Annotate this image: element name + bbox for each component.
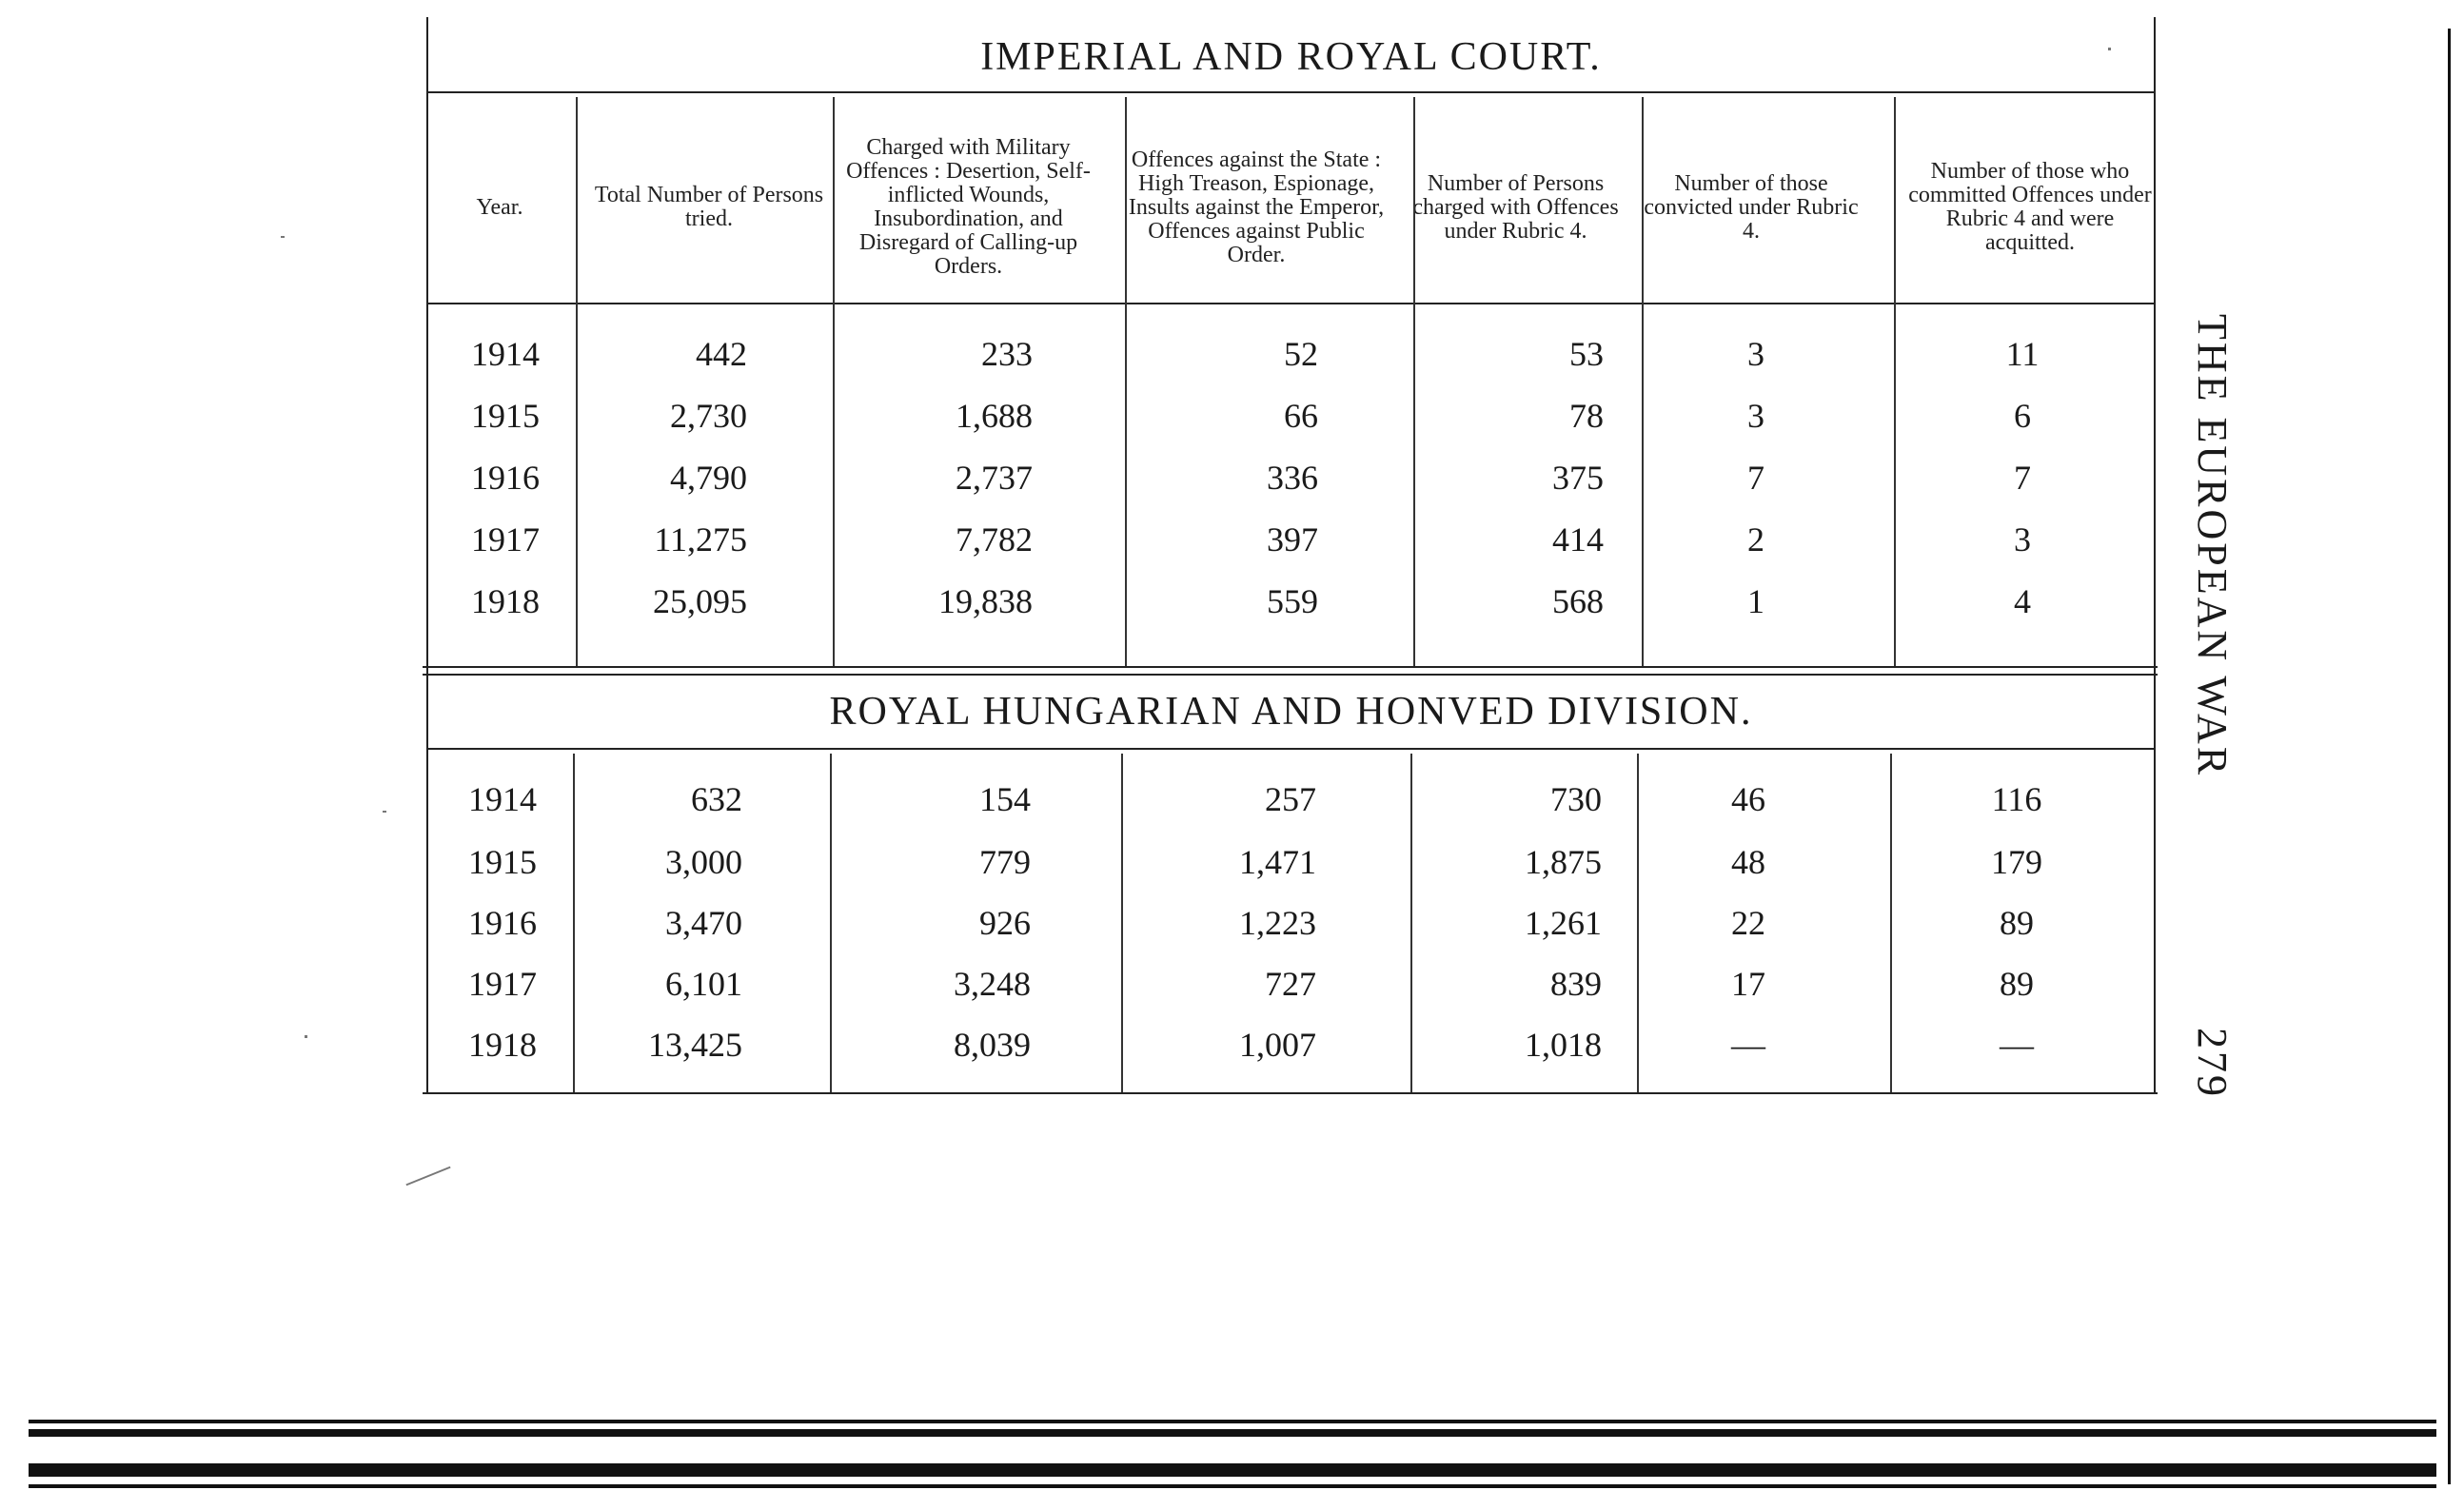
scan-speck: [281, 236, 285, 238]
cell-convicted: 17: [1731, 965, 1765, 1003]
cell-acquitted: 89: [2000, 965, 2034, 1003]
scan-edge-line: [29, 1484, 2436, 1488]
cell-military: 926: [979, 904, 1031, 942]
cell-charged: 568: [1552, 582, 1604, 620]
cell-year: 1915: [471, 397, 540, 435]
cell-total: 2,730: [670, 397, 747, 435]
cell-acquitted: —: [2000, 1026, 2034, 1064]
running-title: THE EUROPEAN WAR: [2189, 314, 2236, 778]
cell-state: 1,007: [1239, 1026, 1316, 1064]
cell-year: 1916: [468, 904, 537, 942]
scan-edge-line: [29, 1429, 2436, 1437]
header-year: Year.: [476, 194, 523, 220]
cell-military: 2,737: [956, 459, 1033, 497]
cell-acquitted: 11: [2005, 335, 2040, 373]
title-rule: [428, 91, 2154, 93]
scan-edge-line: [29, 1420, 2436, 1423]
scan-speck: [305, 1035, 307, 1038]
cell-acquitted: 116: [1991, 780, 2042, 818]
cell-year: 1917: [468, 965, 537, 1003]
column-divider: [1125, 97, 1127, 666]
cell-state: 257: [1265, 780, 1316, 818]
cell-year: 1916: [471, 459, 540, 497]
cell-convicted: —: [1731, 1026, 1765, 1064]
cell-convicted: 7: [1747, 459, 1764, 497]
column-divider: [576, 97, 578, 666]
cell-year: 1918: [471, 582, 540, 620]
page-edge-line: [2448, 29, 2451, 1484]
column-divider: [1894, 97, 1896, 666]
cell-convicted: 48: [1731, 843, 1765, 881]
cell-charged: 839: [1550, 965, 1602, 1003]
cell-charged: 414: [1552, 520, 1604, 559]
column-divider: [1637, 754, 1639, 1092]
cell-total: 4,790: [670, 459, 747, 497]
header-rubric4-charged: Number of Persons charged with Offences under Rubric 4.: [1412, 170, 1619, 244]
header-military-offences: Charged with Military Offences : Desertion, Self-inflicted Wounds, Insubordination, and Disregard of Calling-up Orders.: [846, 135, 1091, 279]
section-divider-rule: [423, 674, 2158, 676]
cell-convicted: 1: [1747, 582, 1764, 620]
cell-year: 1914: [468, 780, 537, 818]
column-divider: [1121, 754, 1123, 1092]
cell-acquitted: 89: [2000, 904, 2034, 942]
cell-military: 8,039: [954, 1026, 1031, 1064]
cell-total: 632: [691, 780, 742, 818]
scan-speck: [383, 811, 386, 813]
table-frame: [426, 17, 2156, 1094]
title-rule: [428, 748, 2154, 750]
cell-state: 336: [1267, 459, 1318, 497]
column-divider: [573, 754, 575, 1092]
cell-acquitted: 3: [2014, 520, 2031, 559]
cell-year: 1915: [468, 843, 537, 881]
header-offences-against-state: Offences against the State : High Treason, Espionage, Insults against the Emperor, Offences against Public Order.: [1128, 147, 1385, 267]
scan-speck: [2108, 48, 2111, 50]
cell-convicted: 3: [1747, 335, 1764, 373]
section-title-royal-hungarian-honved: ROYAL HUNGARIAN AND HONVED DIVISION.: [829, 690, 1753, 734]
section-title-imperial-royal-court: IMPERIAL AND ROYAL COURT.: [980, 35, 1602, 79]
cell-military: 3,248: [954, 965, 1031, 1003]
cell-military: 233: [981, 335, 1033, 373]
header-rubric4-convicted: Number of those convicted under Rubric 4.: [1644, 170, 1859, 244]
cell-acquitted: 7: [2014, 459, 2031, 497]
cell-year: 1914: [471, 335, 540, 373]
cell-convicted: 46: [1731, 780, 1765, 818]
column-divider: [833, 97, 835, 666]
cell-year: 1917: [471, 520, 540, 559]
cell-total: 442: [696, 335, 747, 373]
cell-total: 25,095: [653, 582, 747, 620]
cell-total: 3,000: [665, 843, 742, 881]
scan-speck: [405, 1167, 450, 1186]
cell-convicted: 22: [1731, 904, 1765, 942]
cell-state: 66: [1284, 397, 1318, 435]
cell-year: 1918: [468, 1026, 537, 1064]
cell-state: 1,471: [1239, 843, 1316, 881]
cell-state: 559: [1267, 582, 1318, 620]
header-total-persons-tried: Total Number of Persons tried.: [594, 183, 824, 231]
cell-charged: 1,261: [1525, 904, 1602, 942]
column-divider: [1410, 754, 1412, 1092]
cell-total: 11,275: [654, 520, 747, 559]
cell-charged: 375: [1552, 459, 1604, 497]
page-number: 279: [2189, 1028, 2236, 1099]
section-divider-rule: [423, 666, 2158, 668]
column-divider: [1642, 97, 1644, 666]
cell-military: 1,688: [956, 397, 1033, 435]
cell-total: 13,425: [648, 1026, 742, 1064]
cell-charged: 53: [1569, 335, 1604, 373]
column-divider: [1890, 754, 1892, 1092]
cell-state: 52: [1284, 335, 1318, 373]
header-rubric4-acquitted: Number of those who committed Offences under Rubric 4 and were acquitted.: [1908, 159, 2152, 255]
cell-charged: 1,018: [1525, 1026, 1602, 1064]
cell-convicted: 3: [1747, 397, 1764, 435]
cell-charged: 730: [1550, 780, 1602, 818]
cell-total: 6,101: [665, 965, 742, 1003]
table-bottom-rule: [423, 1092, 2158, 1094]
scan-edge-line: [29, 1463, 2436, 1477]
cell-total: 3,470: [665, 904, 742, 942]
cell-acquitted: 179: [1991, 843, 2042, 881]
cell-acquitted: 6: [2014, 397, 2031, 435]
cell-state: 397: [1267, 520, 1318, 559]
cell-military: 779: [979, 843, 1031, 881]
cell-charged: 78: [1569, 397, 1604, 435]
cell-state: 1,223: [1239, 904, 1316, 942]
cell-acquitted: 4: [2014, 582, 2031, 620]
column-divider: [830, 754, 832, 1092]
column-divider: [1413, 97, 1415, 666]
cell-charged: 1,875: [1525, 843, 1602, 881]
cell-state: 727: [1265, 965, 1316, 1003]
cell-convicted: 2: [1747, 520, 1764, 559]
cell-military: 19,838: [938, 582, 1033, 620]
cell-military: 154: [979, 780, 1031, 818]
cell-military: 7,782: [956, 520, 1033, 559]
